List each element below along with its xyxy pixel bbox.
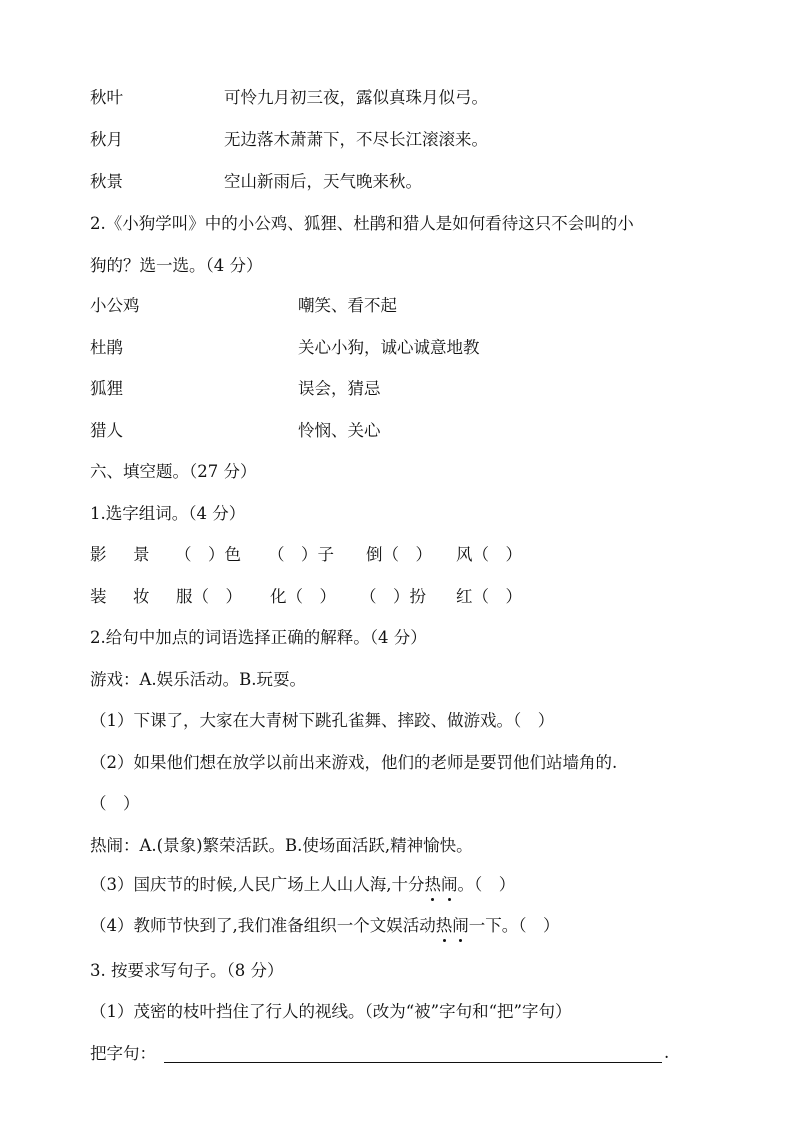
dotted-char: 热 — [424, 875, 441, 894]
sentence-2-answer[interactable]: （ ） — [90, 794, 140, 813]
sentence-1: （1）下课了，大家在大青树下跳孔雀舞、摔跤、做游戏。（ ） — [90, 711, 555, 730]
question-2-line1: 2.《小狗学叫》中的小公鸡、狐狸、杜鹃和猎人是如何看待这只不会叫的小 — [90, 214, 634, 233]
char-a2: 景 — [133, 545, 150, 564]
match-left-1: 秋叶 — [90, 88, 123, 107]
char-b2: 妆 — [133, 587, 150, 606]
role-left-4: 猎人 — [90, 421, 123, 440]
blank-a3[interactable]: 倒（ ） — [366, 545, 432, 564]
definition-renao: 热闹：A.(景象)繁荣活跃。B.使场面活跃,精神愉快。 — [90, 836, 473, 855]
blank-a2[interactable]: （ ）子 — [268, 545, 334, 564]
dotted-char: 闹 — [441, 875, 458, 894]
char-b1: 装 — [90, 587, 107, 606]
role-left-2: 杜鹃 — [90, 338, 123, 357]
sentence-2: （2）如果他们想在放学以前出来游戏，他们的老师是要罚他们站墙角的. — [90, 753, 618, 772]
blank-b2[interactable]: 化（ ） — [270, 587, 336, 606]
role-right-1: 嘲笑、看不起 — [298, 296, 397, 315]
sentence-4-pre: （4）教师节快到了,我们准备组织一个文娱活动 — [90, 916, 436, 935]
match-left-2: 秋月 — [90, 130, 123, 149]
section-6-title: 六、填空题。（27 分） — [90, 462, 257, 481]
match-left-3: 秋景 — [90, 172, 123, 191]
role-right-3: 误会，猜忌 — [298, 379, 381, 398]
blank-b1[interactable]: 服（ ） — [176, 587, 242, 606]
role-right-2: 关心小狗，诚心诚意地教 — [298, 338, 480, 357]
dotted-char: 闹 — [452, 916, 469, 935]
sub-question-1: 1.选字组词。（4 分） — [90, 504, 246, 523]
definition-youxi: 游戏：A.娱乐活动。B.玩耍。 — [90, 670, 307, 689]
blank-b3[interactable]: （ ）扮 — [360, 587, 426, 606]
match-right-3: 空山新雨后，天气晚来秋。 — [224, 172, 422, 191]
blank-b4[interactable]: 红（ ） — [456, 587, 522, 606]
ba-sentence-end: . — [664, 1043, 670, 1062]
sentence-3-post: 。（ ） — [457, 875, 516, 894]
question-2-line2: 狗的？选一选。（4 分） — [90, 256, 263, 275]
ba-sentence-answer-line[interactable] — [164, 1062, 662, 1063]
role-left-1: 小公鸡 — [90, 296, 140, 315]
match-right-2: 无边落木萧萧下，不尽长江滚滚来。 — [224, 130, 488, 149]
role-right-4: 怜悯、关心 — [298, 421, 381, 440]
sentence-4 — [90, 915, 560, 937]
char-a1: 影 — [90, 545, 107, 564]
sentence-5: （1）茂密的枝叶挡住了行人的视线。（改为“被”字句和“把”字句） — [90, 1002, 572, 1021]
sentence-3 — [90, 874, 515, 896]
sub-question-2: 2.给句中加点的词语选择正确的解释。（4 分） — [90, 628, 427, 647]
blank-a1[interactable]: （ ）色 — [175, 545, 241, 564]
role-left-3: 狐狸 — [90, 379, 123, 398]
dotted-char: 热 — [435, 916, 453, 935]
sub-question-3: 3. 按要求写句子。（8 分） — [90, 961, 284, 980]
blank-a4[interactable]: 风（ ） — [456, 545, 522, 564]
ba-sentence-label: 把字句： — [90, 1044, 156, 1063]
match-right-1: 可怜九月初三夜，露似真珠月似弓。 — [224, 88, 488, 107]
sentence-4-post: 一下。（ ） — [468, 916, 560, 935]
sentence-3-pre: （3）国庆节的时候,人民广场上人山人海,十分 — [90, 875, 425, 894]
